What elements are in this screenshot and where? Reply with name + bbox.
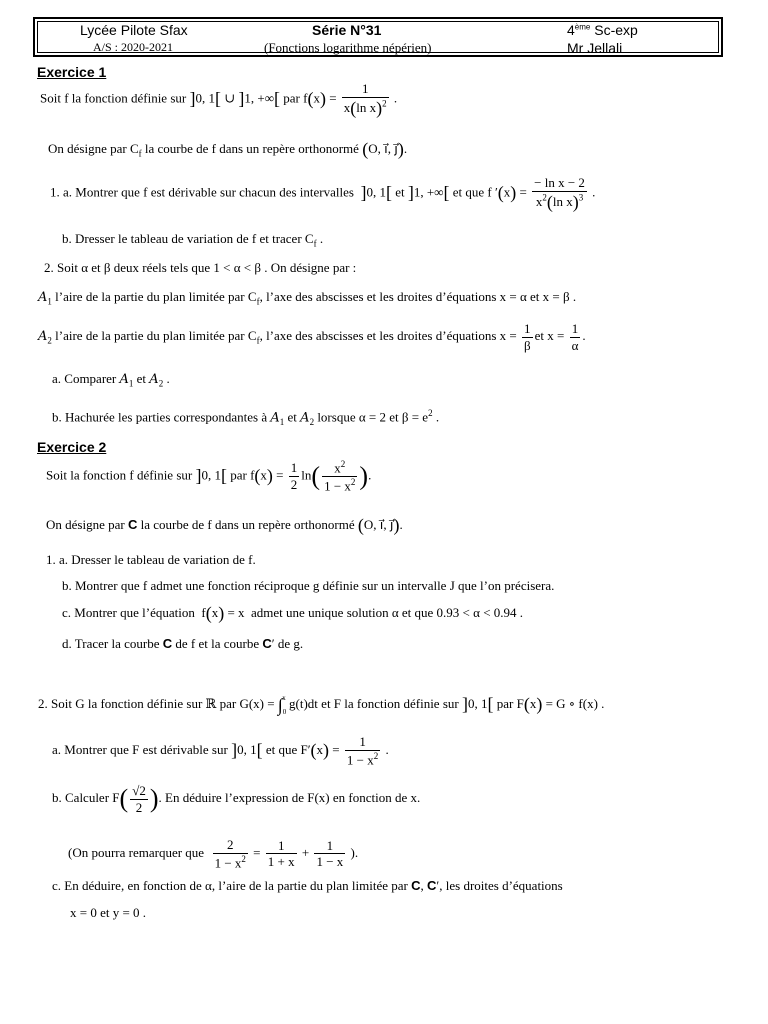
- serie-number: Série N°31: [312, 22, 382, 38]
- ex1-q1b: b. Dresser le tableau de variation de f et tracer $C_f$ .: [62, 231, 324, 249]
- ex1-area-1: $A_1$ l’aire de la partie du plan limitée par $C_f$, l’axe des abscisses et les droites d’équations x = α et x = β .: [38, 289, 577, 307]
- exercise-2-title: Exercice 2: [37, 439, 107, 455]
- ex1-line-2: On désigne par $C_f$ la courbe de f dans un repère orthonormé (O, i⃗, j⃗).: [48, 139, 408, 159]
- header-box: [33, 17, 723, 57]
- ex2-q2c-line2: x = 0 et y = 0 .: [70, 905, 147, 920]
- ex2-q1c: c. Montrer que l’équation f(x) = x admet une unique solution α et que 0.93 < α < 0.94 .: [62, 603, 524, 623]
- class-level: 4ème Sc-exp: [567, 22, 638, 38]
- ex2-q1a: 1. a. Dresser le tableau de variation de f.: [46, 552, 256, 567]
- ex1-q2b: b. Hachurée les parties correspondantes à $A_1$ et $A_2$ lorsque α = 2 et $\beta = e^2$ .: [52, 408, 440, 427]
- ex1-q2: 2. Soit α et β deux réels tels que 1 < α < β . On désigne par :: [44, 260, 357, 275]
- exercise-1-title: Exercice 1: [37, 64, 107, 80]
- ex2-line-2: On désigne par C la courbe de f dans un repère orthonormé (O, i⃗, j⃗).: [46, 515, 403, 535]
- ex2-q2b-note: (On pourra remarquer que $\frac{2}{1 - x^2}$ = $\frac{1}{1 + x}$ + $\frac{1}{1 - x}$ ).: [68, 837, 359, 870]
- school-name: Lycée Pilote Sfax: [80, 22, 188, 38]
- ex1-q1a: 1. a. Montrer que f est dérivable sur chacun des intervalles ]0, 1[ et ]1, +∞[ et que f ′(x) = $\frac{\text{− ln x − 2}}{x^2(\ln x)^3}$ .: [50, 175, 596, 212]
- ex2-q2a: a. Montrer que F est dérivable sur ]0, 1[ et que F′(x) = $\frac{1}{1 - x^2}$ .: [52, 734, 389, 767]
- ex2-q2b: b. Calculer F( $\frac{√2}{2}$ ). En déduire l’expression de F(x) en fonction de x.: [52, 783, 421, 815]
- ex1-line-1: Soit f la fonction définie sur ]0, 1[ ∪ ]1, +∞[ par f(x) = $\frac{1}{x(\ln x)^2}$ .: [40, 81, 398, 118]
- ex1-q2a: a. Comparer $A_1$ et $A_2$ .: [52, 371, 170, 389]
- ex2-q1b: b. Montrer que f admet une fonction réciproque g définie sur un intervalle J que l’on précisera.: [62, 578, 555, 593]
- ex2-q2c: c. En déduire, en fonction de α, l’aire de la partie du plan limitée par C, C′, les droites d’équations: [52, 878, 563, 893]
- ex2-q1d: d. Tracer la courbe C de f et la courbe C′ de g.: [62, 636, 304, 651]
- ex2-q2: 2. Soit G la fonction définie sur ℝ par $G(x) = \int_0^x$ g(t)dt et F la fonction définie sur ]0, 1[ par F(x) = G ∘ f(x) .: [38, 694, 605, 716]
- teacher-name: Mr Jellali: [567, 40, 623, 56]
- school-year: A/S : 2020-2021: [93, 40, 174, 54]
- serie-topic: (Fonctions logarithme népérien): [264, 40, 432, 55]
- ex1-area-2: $A_2$ l’aire de la partie du plan limitée par $C_f$, l’axe des abscisses et les droites d’équations x = $\frac{1}{\beta}$ et x = $\frac{1}{\alpha}$ .: [38, 321, 586, 353]
- ex2-line-1: Soit la fonction f définie sur ]0, 1[ par f(x) = $\frac{1}{2}$ ln( $\frac{x^2}{1 - x^2}$ ).: [46, 459, 372, 494]
